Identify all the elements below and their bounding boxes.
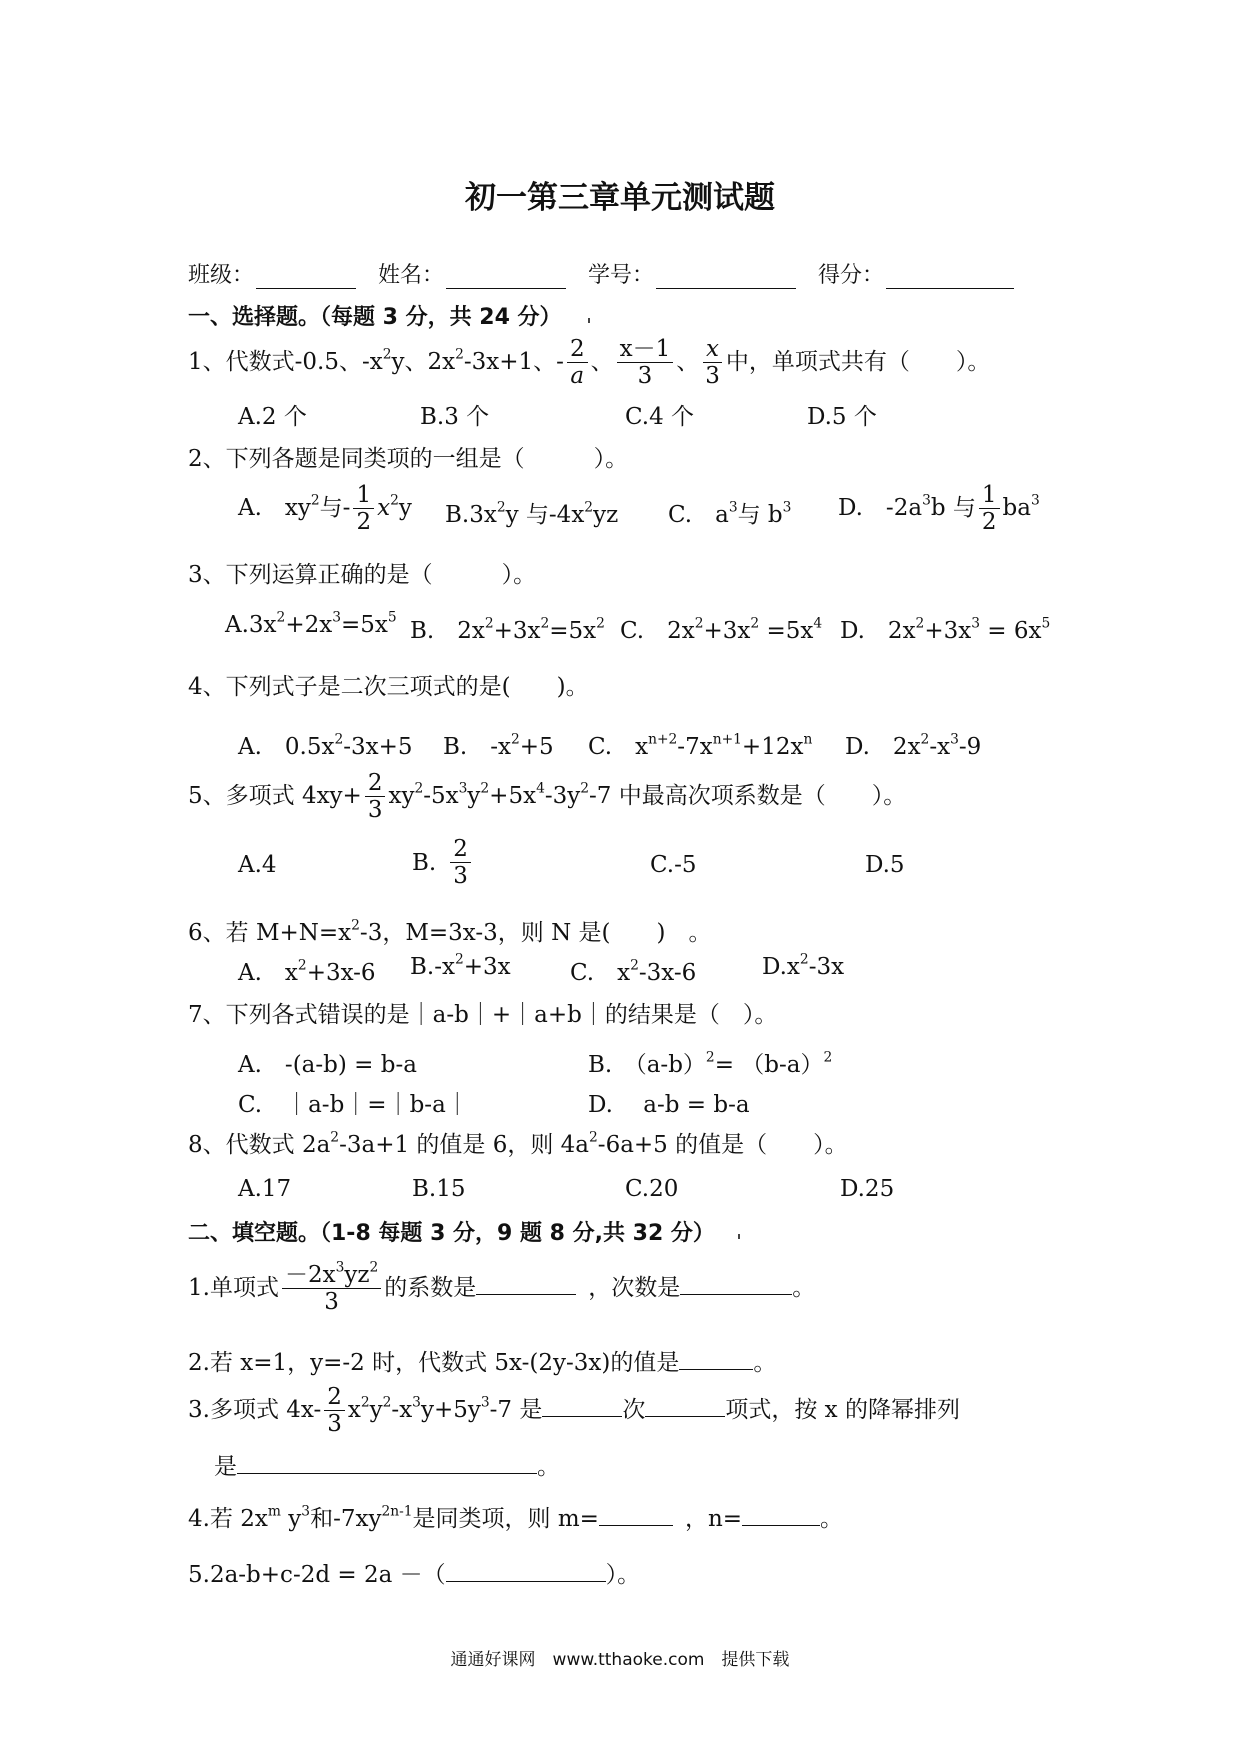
question-8-option-c[interactable]: C.20 bbox=[625, 1176, 679, 1202]
question-3-option-d[interactable]: D. $2x^2+3x^3 = 6x^5$ bbox=[840, 615, 1051, 644]
question-1-option-c[interactable]: C.4 个 bbox=[625, 404, 695, 430]
question-5-stem: 5、多项式 4xy+ $\frac{2}{3}$ $xy^2-5x^3y^2+5x^4-3y^2-7$ 中最高次项系数是（ ）。 bbox=[188, 770, 907, 824]
name-label: 姓名： bbox=[378, 263, 445, 288]
question-4-option-b[interactable]: B. $-x^2+5$ bbox=[443, 731, 554, 760]
class-field[interactable] bbox=[256, 270, 356, 289]
m-blank[interactable] bbox=[599, 1505, 673, 1526]
question-4-option-d[interactable]: D. $2x^2-x^3-9$ bbox=[845, 731, 982, 760]
question-3-stem: 3、下列运算正确的是（ ）。 bbox=[188, 562, 537, 588]
question-2-option-a[interactable]: A. $xy^2$与- $\frac{1}{2}$ $x^2y$ bbox=[238, 482, 412, 536]
name-field[interactable] bbox=[446, 270, 566, 289]
fraction-monomial: $\frac{-2x^3yz^2}{3}$ bbox=[282, 1262, 381, 1316]
question-6-option-a[interactable]: A. $x^2+3x-6$ bbox=[238, 957, 376, 986]
question-7-option-a[interactable]: A. -(a-b) = b-a bbox=[238, 1052, 417, 1078]
degree-blank[interactable] bbox=[680, 1274, 792, 1295]
fill-question-5: 5.2a-b+c-2d = 2a －（ ）。 bbox=[188, 1562, 641, 1588]
question-4-stem: 4、下列式子是二次三项式的是( )。 bbox=[188, 674, 589, 700]
section-mark bbox=[738, 1234, 740, 1239]
score-field[interactable] bbox=[886, 270, 1014, 289]
fill-question-4: 4.若 $2x^m$ $y^3$和$-7xy^{2n-1}$是同类项，则 m= ，n= 。 bbox=[188, 1503, 844, 1532]
n-blank[interactable] bbox=[742, 1505, 820, 1526]
question-8-option-a[interactable]: A.17 bbox=[238, 1176, 292, 1202]
fill-question-1: 1.单项式 $\frac{-2x^3yz^2}{3}$ 的系数是 ，次数是 。 bbox=[188, 1259, 816, 1316]
question-2-option-b[interactable]: $B.3x^2y$ 与$-4x^2yz$ bbox=[445, 499, 619, 528]
degree-blank[interactable] bbox=[542, 1396, 622, 1417]
fill-question-3-continuation: 是 。 bbox=[214, 1454, 560, 1480]
question-7-stem: 7、下列各式错误的是｜a-b｜+｜a+b｜的结果是（ ）。 bbox=[188, 1002, 778, 1028]
question-6-option-b[interactable]: $B.-x^2+3x$ bbox=[410, 951, 511, 980]
fill-section-header: 二、填空题。（1-8 每题 3 分，9 题 8 分,共 32 分） bbox=[188, 1221, 715, 1246]
section-mark bbox=[588, 318, 590, 323]
coefficient-blank[interactable] bbox=[476, 1274, 576, 1295]
question-5-option-b[interactable]: B. $\frac{2}{3}$ bbox=[412, 836, 474, 890]
fill-question-2: 2.若 x=1，y=-2 时，代数式 5x-(2y-3x)的值是 。 bbox=[188, 1350, 777, 1376]
question-1-option-a[interactable]: A.2 个 bbox=[238, 404, 307, 430]
question-5-option-d[interactable]: D.5 bbox=[865, 852, 905, 878]
student-id-label: 学号： bbox=[588, 263, 655, 288]
bracket-blank[interactable] bbox=[446, 1561, 606, 1582]
fraction-x-over-3: $\frac{x}{3}$ bbox=[702, 336, 723, 390]
question-3-option-b[interactable]: B. $2x^2+3x^2=5x^2$ bbox=[410, 615, 605, 644]
question-4-option-c[interactable]: C. $x^{n+2}-7x^{n+1}+12x^n$ bbox=[588, 731, 813, 760]
question-2-option-d[interactable]: D. $-2a^3b$ 与 $\frac{1}{2}$ $ba^3$ bbox=[838, 482, 1040, 536]
question-8-option-b[interactable]: B.15 bbox=[412, 1176, 466, 1202]
fill-question-3: 3.多项式 4x- $\frac{2}{3}$ $x^2y^2-x^3y+5y^3-7$ 是 次 项式，按 x 的降幂排列 bbox=[188, 1384, 960, 1438]
question-6-option-c[interactable]: C. $x^2-3x-6$ bbox=[570, 957, 697, 986]
question-6-option-d[interactable]: $D.x^2-3x$ bbox=[762, 951, 845, 980]
question-1-option-d[interactable]: D.5 个 bbox=[807, 404, 877, 430]
question-6-stem: 6、若 $M+N=x^2-3$，M=3x-3，则 N 是( ) 。 bbox=[188, 917, 712, 946]
student-info-row bbox=[188, 258, 1038, 289]
question-8-option-d[interactable]: D.25 bbox=[840, 1176, 895, 1202]
question-5-option-a[interactable]: A.4 bbox=[238, 852, 277, 878]
student-id-field[interactable] bbox=[656, 270, 796, 289]
page-title: 初一第三章单元测试题 bbox=[465, 180, 775, 216]
question-7-option-d[interactable]: D. a-b = b-a bbox=[588, 1092, 750, 1118]
question-1-stem: 1、代数式-0.5、$-x^2y$、$2x^2-3x+1$、- $\frac{2}{a}$ 、 $\frac{x-1}{3}$ 、 $\frac{x}{3}$ 中，单项式共有（ ）。 bbox=[188, 336, 991, 390]
choice-section-header: 一、选择题。（每题 3 分，共 24 分） bbox=[188, 305, 562, 330]
question-2-option-c[interactable]: C. $a^3$与 $b^3$ bbox=[668, 499, 792, 528]
question-7-option-c[interactable]: C. ｜a-b｜=｜b-a｜ bbox=[238, 1092, 469, 1118]
question-7-option-b[interactable]: B. $(a-b)^2= (b-a)^2$ bbox=[588, 1049, 833, 1078]
class-label: 班级： bbox=[188, 263, 255, 288]
term-count-blank[interactable] bbox=[645, 1396, 725, 1417]
descending-order-blank[interactable] bbox=[237, 1453, 537, 1474]
question-4-option-a[interactable]: A. $0.5x^2-3x+5$ bbox=[238, 731, 413, 760]
fraction-x-minus-1-over-3: $\frac{x-1}{3}$ bbox=[617, 336, 674, 390]
question-8-stem: 8、代数式 $2a^2-3a+1$ 的值是 6，则 $4a^2-6a+5$ 的值是（ ）。 bbox=[188, 1129, 848, 1158]
value-blank[interactable] bbox=[679, 1349, 753, 1370]
fraction-2-over-a: $\frac{2}{a}$ bbox=[567, 336, 588, 390]
question-5-option-c[interactable]: C.-5 bbox=[650, 852, 697, 878]
question-3-option-c[interactable]: C. $2x^2+3x^2 =5x^4$ bbox=[620, 615, 823, 644]
score-label: 得分： bbox=[818, 263, 885, 288]
question-3-option-a[interactable]: $A.3x^2+2x^3=5x^5$ bbox=[225, 609, 397, 638]
footer-source: 通通好课网 www.tthaoke.com 提供下载 bbox=[450, 1650, 790, 1670]
question-1-option-b[interactable]: B.3 个 bbox=[420, 404, 490, 430]
question-2-stem: 2、下列各题是同类项的一组是（ ）。 bbox=[188, 446, 629, 472]
